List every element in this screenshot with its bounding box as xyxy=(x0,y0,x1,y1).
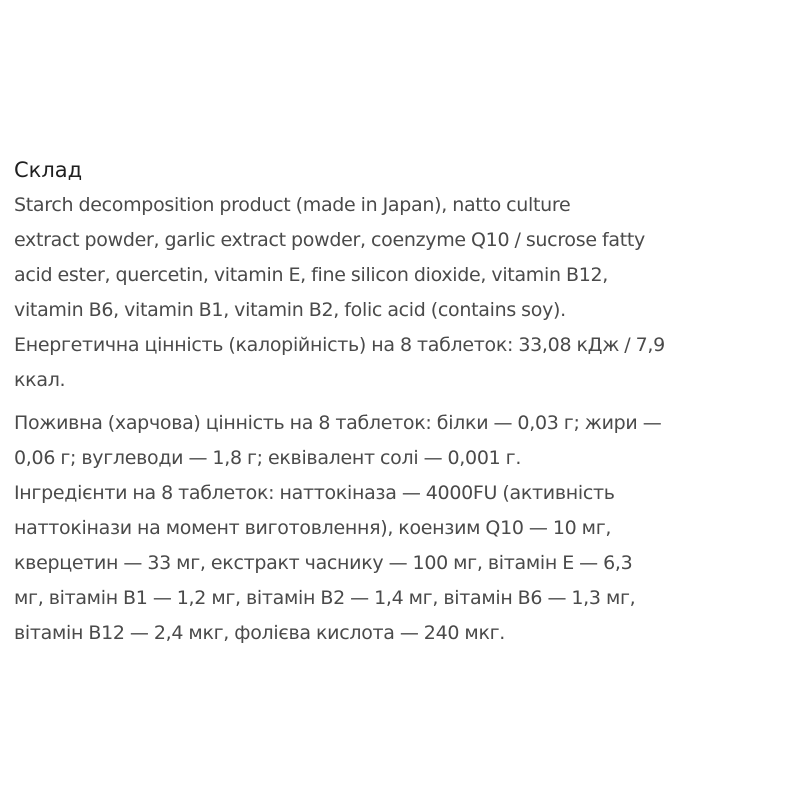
ingredients-line: вітамін В12 — 2,4 мкг, фолієва кислота — 240 мкг. xyxy=(14,622,506,644)
ingredients-line: наттокінази на момент виготовлення), коензим Q10 — 10 мг, xyxy=(14,517,612,539)
composition-line: Starch decomposition product (made in Japan), natto culture xyxy=(14,194,571,216)
nutrition-paragraph xyxy=(14,406,794,476)
section-heading: Склад xyxy=(14,158,83,182)
composition-paragraph xyxy=(14,188,794,328)
nutrition-line: Поживна (харчова) цінність на 8 таблеток: білки — 0,03 г; жири — xyxy=(14,412,662,434)
energy-line: Енергетична цінність (калорійність) на 8 таблеток: 33,08 кДж / 7,9 xyxy=(14,334,665,356)
energy-value-paragraph xyxy=(14,328,794,398)
ingredients-line: Інгредієнти на 8 таблеток: наттокіназа — 4000FU (активність xyxy=(14,482,615,504)
energy-line: ккал. xyxy=(14,369,66,391)
ingredients-line: мг, вітамін В1 — 1,2 мг, вітамін В2 — 1,4 мг, вітамін В6 — 1,3 мг, xyxy=(14,587,636,609)
composition-line: acid ester, quercetin, vitamin E, fine silicon dioxide, vitamin B12, xyxy=(14,264,609,286)
composition-line: extract powder, garlic extract powder, coenzyme Q10 / sucrose fatty xyxy=(14,229,645,251)
nutrition-line: 0,06 г; вуглеводи — 1,8 г; еквівалент солі — 0,001 г. xyxy=(14,447,522,469)
composition-line: vitamin B6, vitamin B1, vitamin B2, folic acid (contains soy). xyxy=(14,299,566,321)
ingredients-paragraph xyxy=(14,476,794,651)
ingredients-line: кверцетин — 33 мг, екстракт часнику — 100 мг, вітамін Е — 6,3 xyxy=(14,552,633,574)
